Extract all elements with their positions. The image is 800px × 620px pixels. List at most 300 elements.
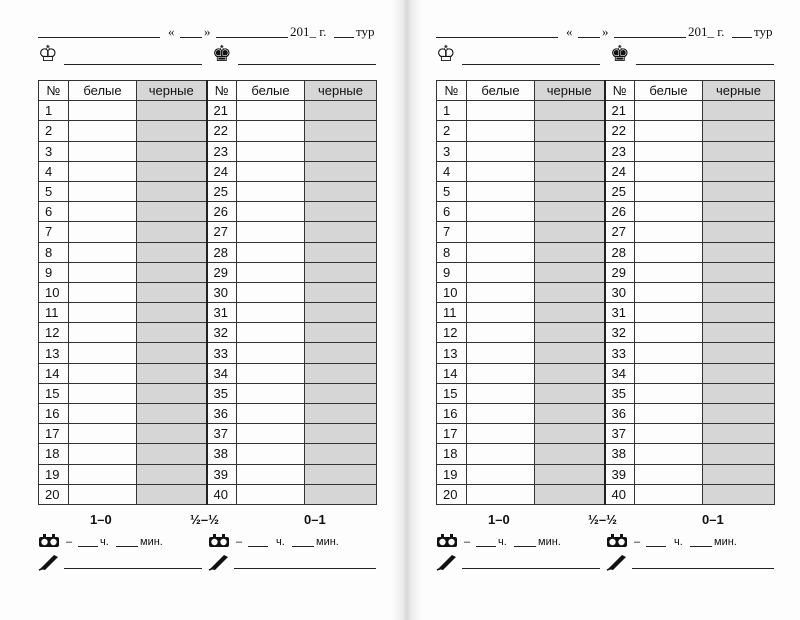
table-row (437, 181, 775, 201)
black-move-cell[interactable] (305, 404, 377, 424)
white-move-cell[interactable] (237, 161, 305, 181)
white-hours-line[interactable] (476, 546, 496, 547)
black-move-cell[interactable] (305, 101, 377, 121)
col-num-header: № (207, 81, 237, 101)
white-move-cell[interactable] (467, 444, 535, 464)
black-move-cell[interactable] (305, 303, 377, 323)
white-move-cell[interactable] (237, 323, 305, 343)
white-signature-line[interactable] (64, 568, 202, 569)
table-row (39, 181, 377, 201)
black-move-cell[interactable] (137, 262, 207, 282)
black-move-cell[interactable] (703, 121, 775, 141)
black-move-cell[interactable] (305, 202, 377, 222)
white-move-cell[interactable] (69, 303, 137, 323)
table-row (39, 222, 377, 242)
black-move-cell[interactable] (535, 444, 605, 464)
black-move-cell[interactable] (703, 202, 775, 222)
move-number: 38 (605, 444, 635, 464)
white-move-cell[interactable] (635, 222, 703, 242)
col-num-header: № (605, 81, 635, 101)
black-move-cell[interactable] (703, 222, 775, 242)
black-move-cell[interactable] (305, 363, 377, 383)
black-move-cell[interactable] (703, 404, 775, 424)
black-move-cell[interactable] (305, 484, 377, 504)
black-move-cell[interactable] (137, 323, 207, 343)
move-number: 27 (605, 222, 635, 242)
black-move-cell[interactable] (535, 202, 605, 222)
black-player-line[interactable] (636, 64, 774, 65)
white-move-cell[interactable] (635, 181, 703, 201)
black-move-cell[interactable] (703, 464, 775, 484)
table-row (437, 101, 775, 121)
move-number: 4 (437, 161, 467, 181)
white-move-cell[interactable] (69, 282, 137, 302)
move-number: 17 (437, 424, 467, 444)
black-move-cell[interactable] (305, 383, 377, 403)
black-move-cell[interactable] (703, 343, 775, 363)
month-line[interactable] (614, 37, 686, 38)
move-number: 7 (437, 222, 467, 242)
white-move-cell[interactable] (237, 343, 305, 363)
book-gutter (392, 0, 422, 620)
white-move-cell[interactable] (237, 363, 305, 383)
white-move-cell[interactable] (69, 363, 137, 383)
white-move-cell[interactable] (467, 242, 535, 262)
event-line[interactable] (436, 37, 558, 38)
white-move-cell[interactable] (467, 161, 535, 181)
result-draw[interactable]: ½–½ (588, 512, 617, 527)
chess-clock-icon (38, 534, 60, 548)
white-move-cell[interactable] (69, 383, 137, 403)
white-move-cell[interactable] (467, 282, 535, 302)
day-line[interactable] (180, 37, 202, 38)
players-row (436, 44, 776, 70)
time-dash: – (634, 536, 641, 548)
move-number: 16 (437, 404, 467, 424)
black-move-cell[interactable] (305, 121, 377, 141)
white-move-cell[interactable] (69, 101, 137, 121)
time-row (436, 534, 776, 552)
black-move-cell[interactable] (137, 303, 207, 323)
black-signature-line[interactable] (234, 568, 376, 569)
table-row (437, 484, 775, 504)
move-number: 20 (39, 484, 69, 504)
left-page (38, 0, 378, 620)
table-row (437, 444, 775, 464)
black-move-cell[interactable] (535, 404, 605, 424)
col-white-header: белые (467, 81, 535, 101)
black-move-cell[interactable] (535, 222, 605, 242)
white-move-cell[interactable] (69, 222, 137, 242)
results-row (38, 512, 378, 530)
move-number: 25 (605, 181, 635, 201)
black-move-cell[interactable] (535, 343, 605, 363)
black-move-cell[interactable] (535, 121, 605, 141)
black-move-cell[interactable] (535, 242, 605, 262)
col-black-header: черные (703, 81, 775, 101)
black-king-icon: ♚ (212, 42, 232, 67)
white-move-cell[interactable] (69, 484, 137, 504)
black-move-cell[interactable] (305, 262, 377, 282)
black-move-cell[interactable] (137, 484, 207, 504)
event-line[interactable] (38, 37, 160, 38)
table-row (39, 121, 377, 141)
white-move-cell[interactable] (635, 343, 703, 363)
white-move-cell[interactable] (635, 363, 703, 383)
black-minutes-line[interactable] (690, 546, 712, 547)
white-move-cell[interactable] (69, 323, 137, 343)
white-move-cell[interactable] (69, 121, 137, 141)
black-move-cell[interactable] (305, 323, 377, 343)
white-move-cell[interactable] (237, 383, 305, 403)
white-move-cell[interactable] (237, 242, 305, 262)
white-move-cell[interactable] (635, 121, 703, 141)
black-move-cell[interactable] (703, 383, 775, 403)
result-draw[interactable]: ½–½ (190, 512, 219, 527)
move-number: 36 (605, 404, 635, 424)
white-move-cell[interactable] (635, 464, 703, 484)
black-move-cell[interactable] (305, 282, 377, 302)
black-hours-line[interactable] (248, 546, 268, 547)
black-move-cell[interactable] (305, 343, 377, 363)
white-move-cell[interactable] (467, 484, 535, 504)
black-move-cell[interactable] (137, 202, 207, 222)
white-move-cell[interactable] (467, 222, 535, 242)
table-row (39, 303, 377, 323)
black-move-cell[interactable] (137, 161, 207, 181)
black-move-cell[interactable] (305, 464, 377, 484)
table-row (437, 121, 775, 141)
black-move-cell[interactable] (305, 424, 377, 444)
black-move-cell[interactable] (137, 242, 207, 262)
result-black-win[interactable]: 0–1 (304, 512, 326, 527)
black-move-cell[interactable] (703, 242, 775, 262)
month-line[interactable] (216, 37, 288, 38)
table-row (39, 202, 377, 222)
black-move-cell[interactable] (137, 363, 207, 383)
move-number: 33 (207, 343, 237, 363)
white-move-cell[interactable] (69, 444, 137, 464)
move-number: 18 (39, 444, 69, 464)
minutes-label: мин. (140, 536, 163, 548)
white-move-cell[interactable] (467, 343, 535, 363)
white-move-cell[interactable] (467, 141, 535, 161)
round-label: тур (356, 24, 375, 39)
col-black-header: черные (137, 81, 207, 101)
col-white-header: белые (237, 81, 305, 101)
move-number: 9 (39, 262, 69, 282)
table-row (39, 404, 377, 424)
black-move-cell[interactable] (137, 101, 207, 121)
white-move-cell[interactable] (237, 101, 305, 121)
move-number: 19 (39, 464, 69, 484)
black-move-cell[interactable] (305, 242, 377, 262)
white-move-cell[interactable] (237, 181, 305, 201)
white-move-cell[interactable] (635, 262, 703, 282)
table-row (39, 101, 377, 121)
white-move-cell[interactable] (69, 424, 137, 444)
white-move-cell[interactable] (69, 202, 137, 222)
table-row (39, 161, 377, 181)
black-move-cell[interactable] (535, 181, 605, 201)
col-black-header: черные (305, 81, 377, 101)
table-row (437, 424, 775, 444)
table-row (437, 303, 775, 323)
black-move-cell[interactable] (137, 343, 207, 363)
white-move-cell[interactable] (69, 404, 137, 424)
black-hours-line[interactable] (646, 546, 666, 547)
white-move-cell[interactable] (635, 202, 703, 222)
move-number: 12 (39, 323, 69, 343)
move-number: 15 (39, 383, 69, 403)
black-move-cell[interactable] (703, 303, 775, 323)
black-move-cell[interactable] (137, 464, 207, 484)
black-move-cell[interactable] (703, 101, 775, 121)
white-player-line[interactable] (64, 64, 202, 65)
white-move-cell[interactable] (237, 303, 305, 323)
white-move-cell[interactable] (467, 323, 535, 343)
move-number: 38 (207, 444, 237, 464)
hours-label: ч. (276, 536, 285, 548)
black-move-cell[interactable] (535, 161, 605, 181)
move-number: 28 (605, 242, 635, 262)
white-move-cell[interactable] (635, 161, 703, 181)
white-move-cell[interactable] (467, 424, 535, 444)
white-move-cell[interactable] (635, 141, 703, 161)
move-number: 6 (437, 202, 467, 222)
black-move-cell[interactable] (535, 282, 605, 302)
move-number: 21 (605, 101, 635, 121)
white-move-cell[interactable] (635, 424, 703, 444)
move-number: 10 (437, 282, 467, 302)
move-number: 24 (605, 161, 635, 181)
table-row (39, 141, 377, 161)
black-move-cell[interactable] (703, 363, 775, 383)
black-move-cell[interactable] (703, 282, 775, 302)
black-move-cell[interactable] (305, 222, 377, 242)
time-dash: – (66, 536, 73, 548)
white-move-cell[interactable] (69, 141, 137, 161)
white-move-cell[interactable] (69, 262, 137, 282)
white-move-cell[interactable] (237, 484, 305, 504)
move-number: 37 (605, 424, 635, 444)
white-move-cell[interactable] (69, 181, 137, 201)
right-page (436, 0, 776, 620)
day-line[interactable] (578, 37, 600, 38)
white-move-cell[interactable] (635, 282, 703, 302)
move-number: 12 (437, 323, 467, 343)
black-minutes-line[interactable] (292, 546, 314, 547)
black-move-cell[interactable] (137, 424, 207, 444)
move-number: 25 (207, 181, 237, 201)
white-hours-line[interactable] (78, 546, 98, 547)
black-signature-line[interactable] (632, 568, 774, 569)
black-move-cell[interactable] (703, 141, 775, 161)
move-number: 3 (437, 141, 467, 161)
white-move-cell[interactable] (237, 464, 305, 484)
black-move-cell[interactable] (535, 484, 605, 504)
move-number: 39 (207, 464, 237, 484)
white-move-cell[interactable] (635, 303, 703, 323)
round-line[interactable] (732, 37, 752, 38)
black-move-cell[interactable] (703, 424, 775, 444)
white-move-cell[interactable] (467, 303, 535, 323)
black-move-cell[interactable] (703, 181, 775, 201)
black-move-cell[interactable] (535, 383, 605, 403)
table-row (437, 404, 775, 424)
col-num-header: № (39, 81, 69, 101)
white-move-cell[interactable] (69, 464, 137, 484)
white-move-cell[interactable] (237, 141, 305, 161)
white-move-cell[interactable] (467, 363, 535, 383)
black-move-cell[interactable] (535, 141, 605, 161)
white-move-cell[interactable] (635, 383, 703, 403)
table-row (39, 282, 377, 302)
table-row (437, 202, 775, 222)
move-number: 34 (207, 363, 237, 383)
white-move-cell[interactable] (69, 242, 137, 262)
black-move-cell[interactable] (535, 363, 605, 383)
move-number: 10 (39, 282, 69, 302)
move-number: 29 (207, 262, 237, 282)
white-move-cell[interactable] (467, 262, 535, 282)
white-move-cell[interactable] (467, 464, 535, 484)
white-move-cell[interactable] (467, 181, 535, 201)
black-move-cell[interactable] (703, 262, 775, 282)
white-move-cell[interactable] (237, 444, 305, 464)
white-move-cell[interactable] (635, 242, 703, 262)
signature-row (38, 553, 378, 573)
table-row (437, 282, 775, 302)
table-row (39, 424, 377, 444)
white-move-cell[interactable] (237, 202, 305, 222)
table-row (437, 141, 775, 161)
black-move-cell[interactable] (305, 444, 377, 464)
table-row (437, 363, 775, 383)
move-number: 8 (437, 242, 467, 262)
black-move-cell[interactable] (535, 464, 605, 484)
white-move-cell[interactable] (635, 323, 703, 343)
date-round-header (38, 24, 378, 40)
table-row (437, 262, 775, 282)
black-move-cell[interactable] (535, 303, 605, 323)
white-move-cell[interactable] (635, 484, 703, 504)
move-number: 23 (207, 141, 237, 161)
white-move-cell[interactable] (467, 101, 535, 121)
white-move-cell[interactable] (237, 262, 305, 282)
white-move-cell[interactable] (467, 404, 535, 424)
move-number: 26 (207, 202, 237, 222)
move-number: 13 (437, 343, 467, 363)
black-move-cell[interactable] (703, 484, 775, 504)
white-move-cell[interactable] (467, 202, 535, 222)
moves-table (436, 80, 775, 505)
time-dash: – (464, 536, 471, 548)
white-move-cell[interactable] (237, 424, 305, 444)
black-move-cell[interactable] (137, 141, 207, 161)
white-move-cell[interactable] (467, 121, 535, 141)
move-number: 18 (437, 444, 467, 464)
black-move-cell[interactable] (535, 424, 605, 444)
quote-close: » (204, 24, 211, 39)
move-number: 11 (437, 303, 467, 323)
white-move-cell[interactable] (237, 121, 305, 141)
table-row (39, 242, 377, 262)
white-move-cell[interactable] (69, 161, 137, 181)
white-move-cell[interactable] (237, 404, 305, 424)
round-line[interactable] (334, 37, 354, 38)
black-move-cell[interactable] (535, 101, 605, 121)
black-move-cell[interactable] (535, 323, 605, 343)
white-minutes-line[interactable] (514, 546, 536, 547)
white-move-cell[interactable] (237, 222, 305, 242)
black-player-line[interactable] (238, 64, 376, 65)
table-row (39, 343, 377, 363)
results-row (436, 512, 776, 530)
black-move-cell[interactable] (535, 262, 605, 282)
move-number: 31 (207, 303, 237, 323)
move-number: 2 (437, 121, 467, 141)
move-number: 28 (207, 242, 237, 262)
move-number: 1 (437, 101, 467, 121)
time-row (38, 534, 378, 552)
black-move-cell[interactable] (137, 222, 207, 242)
white-move-cell[interactable] (635, 444, 703, 464)
black-move-cell[interactable] (703, 323, 775, 343)
black-move-cell[interactable] (703, 444, 775, 464)
white-signature-line[interactable] (462, 568, 600, 569)
table-row (437, 222, 775, 242)
move-number: 33 (605, 343, 635, 363)
result-black-win[interactable]: 0–1 (702, 512, 724, 527)
move-number: 19 (437, 464, 467, 484)
black-move-cell[interactable] (137, 282, 207, 302)
move-number: 22 (605, 121, 635, 141)
white-player-line[interactable] (462, 64, 600, 65)
move-number: 34 (605, 363, 635, 383)
black-move-cell[interactable] (137, 383, 207, 403)
white-move-cell[interactable] (635, 404, 703, 424)
black-move-cell[interactable] (305, 141, 377, 161)
black-move-cell[interactable] (137, 444, 207, 464)
white-move-cell[interactable] (237, 282, 305, 302)
minutes-label: мин. (714, 536, 737, 548)
result-white-win[interactable]: 1–0 (90, 512, 112, 527)
black-move-cell[interactable] (703, 161, 775, 181)
quote-open: « (566, 24, 573, 39)
black-move-cell[interactable] (305, 161, 377, 181)
black-move-cell[interactable] (137, 121, 207, 141)
round-label: тур (754, 24, 773, 39)
white-move-cell[interactable] (69, 343, 137, 363)
col-black-header: черные (535, 81, 605, 101)
move-number: 6 (39, 202, 69, 222)
move-number: 35 (605, 383, 635, 403)
table-row (39, 323, 377, 343)
move-number: 14 (437, 363, 467, 383)
move-number: 11 (39, 303, 69, 323)
black-move-cell[interactable] (137, 181, 207, 201)
black-move-cell[interactable] (137, 404, 207, 424)
white-move-cell[interactable] (635, 101, 703, 121)
move-number: 14 (39, 363, 69, 383)
result-white-win[interactable]: 1–0 (488, 512, 510, 527)
chess-clock-icon (208, 534, 230, 548)
white-move-cell[interactable] (467, 383, 535, 403)
table-row (39, 363, 377, 383)
black-move-cell[interactable] (305, 181, 377, 201)
white-minutes-line[interactable] (116, 546, 138, 547)
